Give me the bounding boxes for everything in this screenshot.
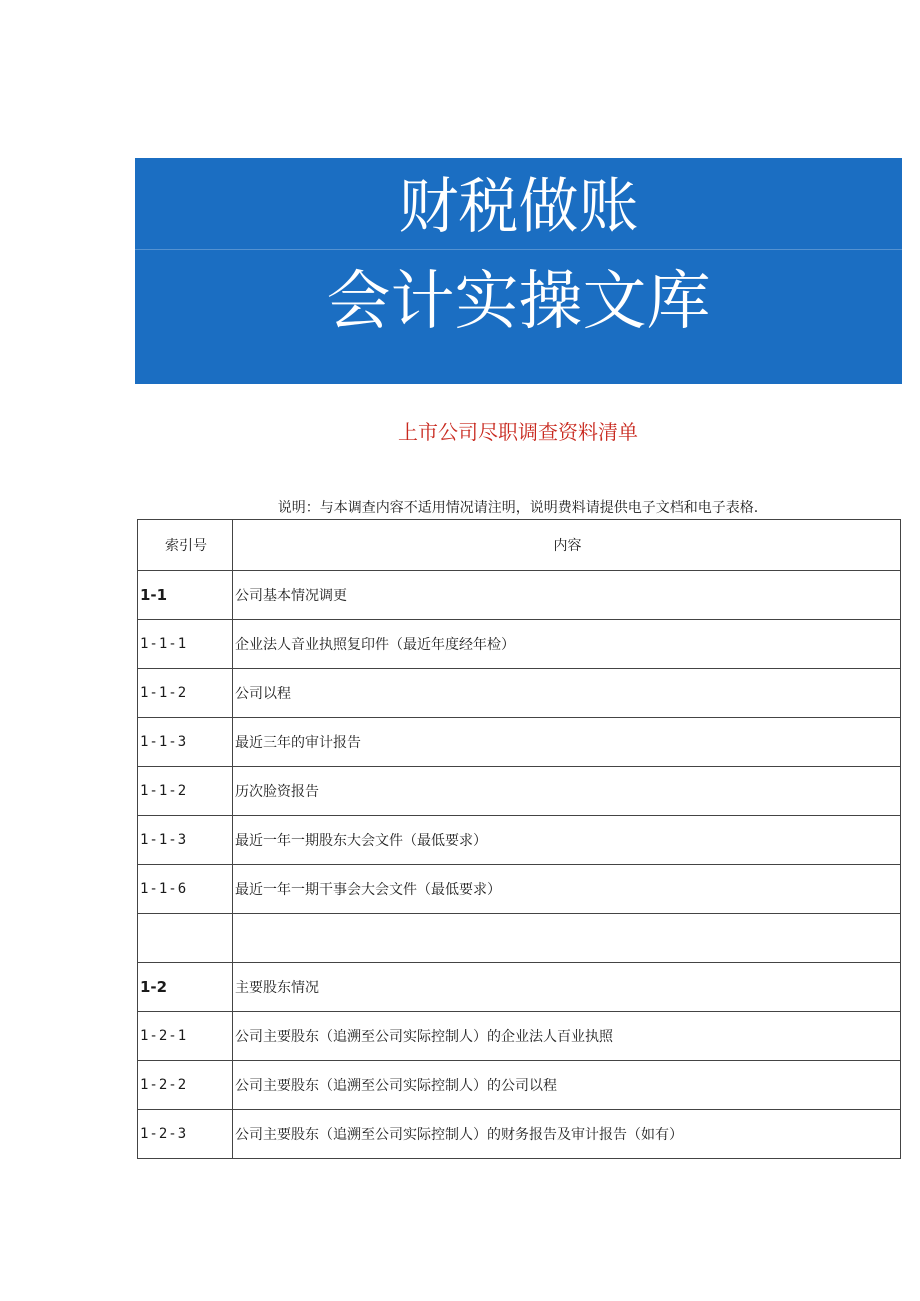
table-row [138,1012,901,1061]
row-index: 1-2-3 [138,1110,233,1159]
row-content: 最近一年一期干事会大会文件（最低要求） [233,865,901,914]
row-index: 1-2-1 [138,1012,233,1061]
table-row [138,865,901,914]
row-content: 历次脸资报告 [233,767,901,816]
row-content: 最近三年的审计报告 [233,718,901,767]
row-content: 公司基本情况调更 [233,571,901,620]
row-index: 1-2 [138,963,233,1012]
row-content: 企业法人音业执照复印件（最近年度经年检） [233,620,901,669]
row-index: 1-1-2 [138,669,233,718]
banner-title-line-1: 财税做账 [398,172,639,242]
banner-divider [135,249,902,250]
table-row [138,669,901,718]
document-note: 说明：与本调查内容不适用情况请注明，说明费料请提供电子文档和电子表格. [277,500,759,516]
table-row [138,718,901,767]
row-content: 最近一年一期股东大会文件（最低要求） [233,816,901,865]
document-title: 上市公司尽职调查资料清单 [398,420,638,444]
row-content [233,914,901,963]
table-body [138,571,901,1159]
table-row [138,767,901,816]
row-index: 1-1-1 [138,620,233,669]
table-row [138,571,901,620]
row-index: 1-2-2 [138,1061,233,1110]
table-row [138,914,901,963]
row-index: 1-1-3 [138,718,233,767]
header-index: 索引号 [138,520,233,571]
row-content: 公司以程 [233,669,901,718]
row-index: 1-1 [138,571,233,620]
table-row [138,816,901,865]
row-content: 公司主要股东（追溯至公司实际控制人）的企业法人百业执照 [233,1012,901,1061]
table-row [138,963,901,1012]
row-content: 公司主要股东（追溯至公司实际控制人）的公司以程 [233,1061,901,1110]
checklist-table [137,519,901,1159]
banner [135,158,902,384]
row-content: 公司主要股东（追溯至公司实际控制人）的财务报告及审计报告（如有） [233,1110,901,1159]
row-index: 1-1-2 [138,767,233,816]
row-index: 1-1-3 [138,816,233,865]
table-row [138,1110,901,1159]
row-index: 1-1-6 [138,865,233,914]
table-row [138,1061,901,1110]
table-row [138,620,901,669]
table-header-row [138,520,901,571]
row-index [138,914,233,963]
banner-title-line-2: 会计实操文库 [326,265,711,339]
row-content: 主要股东情况 [233,963,901,1012]
header-content: 内容 [233,520,901,571]
